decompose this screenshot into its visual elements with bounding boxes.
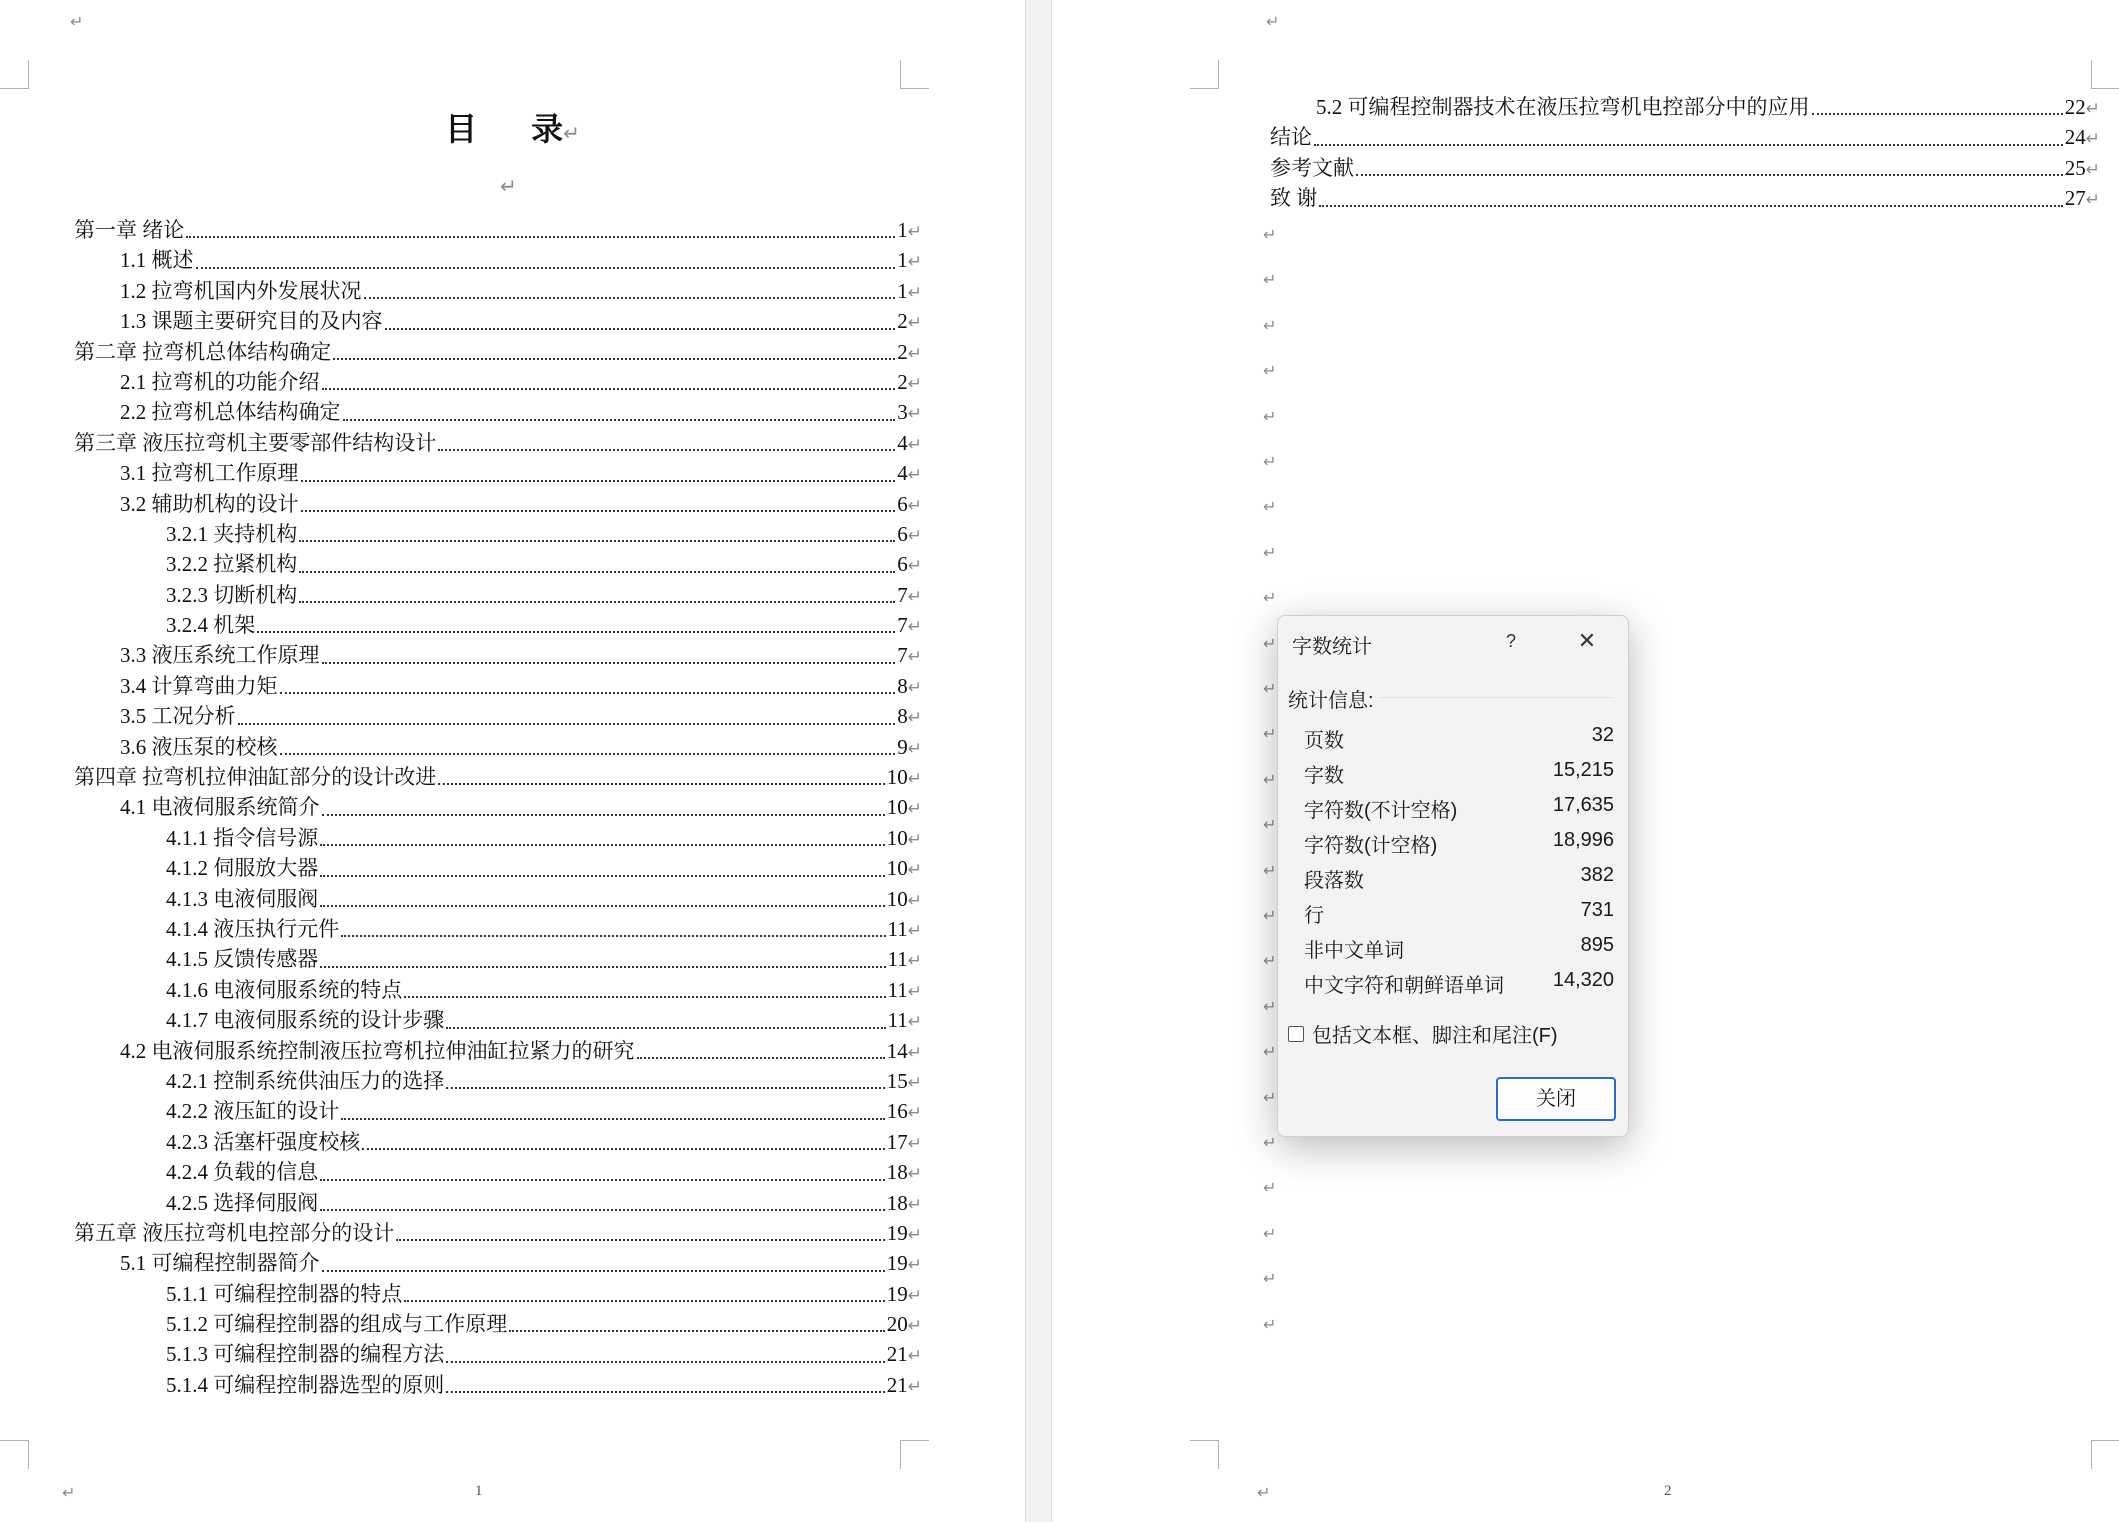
paragraph-mark: ↵ <box>1263 542 1277 562</box>
toc-dot-leader <box>1356 174 2063 176</box>
crop-mark <box>0 60 29 89</box>
toc-entry[interactable] <box>74 1218 922 1248</box>
toc-dot-leader <box>322 814 885 816</box>
toc-dot-leader <box>299 540 895 542</box>
toc-entry-title: 4.2 电液伺服系统控制液压拉弯机拉伸油缸拉紧力的研究 <box>120 1038 635 1063</box>
toc-entry[interactable] <box>74 853 922 883</box>
statistic-value: 14,320 <box>1552 969 1614 991</box>
toc-entry-title: 第四章 拉弯机拉伸油缸部分的设计改进 <box>74 765 437 790</box>
toc-entry-page: 27 <box>2064 186 2086 211</box>
toc-entry[interactable] <box>74 823 922 853</box>
toc-entry-page: 18 <box>886 1190 908 1215</box>
statistic-label: 页数 <box>1304 730 1344 752</box>
toc-entry[interactable] <box>74 215 922 245</box>
paragraph-mark: ↵ <box>2085 129 2100 150</box>
toc-entry-page: 19 <box>886 1251 908 1276</box>
paragraph-mark: ↵ <box>500 174 517 198</box>
paragraph-mark: ↵ <box>907 1285 922 1306</box>
toc-entry[interactable] <box>74 337 922 367</box>
statistic-label: 行 <box>1304 905 1324 927</box>
toc-dot-leader <box>320 844 885 846</box>
toc-entry-page: 10 <box>886 825 908 850</box>
paragraph-mark: ↵ <box>907 951 922 972</box>
toc-dot-leader <box>385 328 896 330</box>
toc-entry-title: 4.2.2 液压缸的设计 <box>166 1099 340 1124</box>
toc-entry-page: 4 <box>897 461 908 486</box>
toc-entry[interactable] <box>74 1339 922 1369</box>
toc-dot-leader <box>509 1330 885 1332</box>
statistic-row <box>1304 829 1614 863</box>
paragraph-mark: ↵ <box>2085 159 2100 180</box>
paragraph-mark: ↵ <box>1263 1133 1277 1152</box>
paragraph-mark: ↵ <box>907 860 922 881</box>
paragraph-mark: ↵ <box>1263 996 1277 1016</box>
paragraph-mark: ↵ <box>1263 361 1277 381</box>
statistic-value: 17,635 <box>1552 794 1614 816</box>
toc-entry-title: 第一章 绪论 <box>74 218 185 242</box>
paragraph-mark: ↵ <box>1263 406 1277 426</box>
toc-entry-title: 5.1.4 可编程控制器选型的原则 <box>166 1372 445 1397</box>
toc-entry[interactable] <box>74 458 922 488</box>
paragraph-mark: ↵ <box>907 890 922 911</box>
toc-entry-title: 1.3 课题主要研究目的及内容 <box>120 309 383 334</box>
toc-entry-page: 11 <box>887 1008 908 1033</box>
paragraph-mark: ↵ <box>907 829 922 850</box>
document-page-1 <box>0 0 1025 1522</box>
toc-dot-leader <box>438 783 885 785</box>
toc-entry-page: 18 <box>886 1160 908 1185</box>
toc-entry-page: 6 <box>897 491 908 516</box>
toc-entry[interactable] <box>74 1005 922 1035</box>
paragraph-mark: ↵ <box>907 1376 922 1397</box>
toc-dot-leader <box>322 1270 885 1272</box>
toc-entry[interactable] <box>74 276 922 306</box>
toc-dot-leader <box>364 297 896 299</box>
toc-entry-page: 2 <box>897 309 908 334</box>
paragraph-mark: ↵ <box>907 708 922 729</box>
toc-entry-title: 4.2.4 负载的信息 <box>166 1160 319 1185</box>
toc-entry-title: 1.2 拉弯机国内外发展状况 <box>120 278 362 303</box>
toc-entry-page: 2 <box>897 339 908 364</box>
toc-entry-title: 2.2 拉弯机总体结构确定 <box>120 400 341 425</box>
paragraph-mark: ↵ <box>907 313 922 334</box>
toc-entry[interactable] <box>1270 92 2100 122</box>
toc-entry[interactable] <box>74 1157 922 1187</box>
toc-entry[interactable] <box>74 884 922 914</box>
toc-entry-title: 4.1.6 电液伺服系统的特点 <box>166 977 403 1002</box>
toc-entry[interactable] <box>74 519 922 549</box>
toc-entry-title: 4.1 电液伺服系统简介 <box>120 795 320 820</box>
paragraph-mark: ↵ <box>907 525 922 546</box>
toc-dot-leader <box>320 905 885 907</box>
toc-entry[interactable] <box>74 306 922 336</box>
paragraph-mark: ↵ <box>907 404 922 425</box>
toc-entry[interactable] <box>74 1248 922 1278</box>
toc-dot-leader <box>1314 144 2063 146</box>
toc-entry-page: 16 <box>886 1099 908 1124</box>
toc-dot-leader <box>362 1148 885 1150</box>
paragraph-mark: ↵ <box>62 1483 76 1502</box>
statistic-label: 字数 <box>1304 765 1344 787</box>
close-icon[interactable]: ✕ <box>1577 628 1597 653</box>
toc-entry[interactable] <box>1270 122 2100 152</box>
toc-entry-page: 25 <box>2064 155 2086 180</box>
toc-entry[interactable] <box>74 1370 922 1400</box>
toc-entry-title: 4.1.7 电液伺服系统的设计步骤 <box>166 1008 445 1033</box>
toc-entry[interactable] <box>74 792 922 822</box>
toc-dot-leader <box>637 1057 885 1059</box>
toc-dot-leader <box>446 1087 885 1089</box>
paragraph-mark: ↵ <box>907 1224 922 1245</box>
toc-dot-leader <box>438 449 895 451</box>
toc-dot-leader <box>446 1391 885 1393</box>
paragraph-mark: ↵ <box>907 1042 922 1063</box>
statistic-label: 字符数(不计空格) <box>1304 800 1458 822</box>
include-textboxes-label: 包括文本框、脚注和尾注(F) <box>1312 1025 1558 1047</box>
toc-title-right: 录 <box>531 110 564 148</box>
statistic-value: 18,996 <box>1552 829 1614 851</box>
paragraph-mark: ↵ <box>907 738 922 759</box>
paragraph-mark: ↵ <box>1263 906 1277 925</box>
toc-entry-page: 10 <box>886 886 908 911</box>
toc-entry-page: 7 <box>897 643 908 668</box>
toc-entry-title: 2.1 拉弯机的功能介绍 <box>120 369 320 394</box>
toc-title <box>0 104 1025 150</box>
statistic-value: 731 <box>1580 899 1614 921</box>
paragraph-mark: ↵ <box>1263 1269 1277 1289</box>
toc-dot-leader <box>404 996 885 998</box>
toc-entry-title: 3.1 拉弯机工作原理 <box>120 461 299 486</box>
toc-entry-title: 结论 <box>1270 125 1312 150</box>
crop-mark <box>0 1440 29 1469</box>
paragraph-mark: ↵ <box>907 1316 922 1337</box>
paragraph-mark: ↵ <box>907 647 922 668</box>
paragraph-mark: ↵ <box>907 343 922 364</box>
paragraph-mark: ↵ <box>1263 769 1277 789</box>
toc-entry-page: 20 <box>886 1312 908 1337</box>
toc-entry-title: 3.2.1 夹持机构 <box>166 521 298 546</box>
statistic-label: 中文字符和朝鲜语单词 <box>1304 975 1504 997</box>
statistic-row <box>1304 934 1614 968</box>
toc-entry[interactable] <box>74 975 922 1005</box>
toc-entry[interactable] <box>74 944 922 974</box>
toc-entry[interactable] <box>74 701 922 731</box>
toc-entry[interactable] <box>74 245 922 275</box>
toc-entry[interactable] <box>1270 183 2100 213</box>
statistic-label: 非中文单词 <box>1304 940 1404 962</box>
toc-entry-page: 8 <box>897 704 908 729</box>
toc-dot-leader <box>299 601 895 603</box>
toc-entry-title: 4.1.5 反馈传感器 <box>166 947 319 972</box>
toc-entry-title: 3.2.3 切断机构 <box>166 582 298 607</box>
paragraph-mark: ↵ <box>1263 315 1277 335</box>
paragraph-mark: ↵ <box>907 252 922 273</box>
statistic-value: 382 <box>1580 864 1614 886</box>
toc-entry[interactable] <box>74 397 922 427</box>
paragraph-mark: ↵ <box>907 920 922 941</box>
toc-entry-page: 21 <box>886 1372 908 1397</box>
paragraph-mark: ↵ <box>1263 951 1277 971</box>
statistic-row <box>1304 759 1614 793</box>
toc-dot-leader <box>238 723 896 725</box>
toc-entry-title: 4.2.5 选择伺服阀 <box>166 1190 319 1215</box>
toc-entry[interactable] <box>74 1188 922 1218</box>
crop-mark <box>2091 1440 2119 1469</box>
toc-dot-leader <box>404 1300 885 1302</box>
paragraph-mark: ↵ <box>907 1346 922 1367</box>
toc-entry-page: 1 <box>897 248 908 273</box>
toc-entry[interactable] <box>74 1066 922 1096</box>
paragraph-mark: ↵ <box>907 373 922 394</box>
toc-dot-leader <box>1319 205 2063 207</box>
toc-entry-title: 4.2.1 控制系统供油压力的选择 <box>166 1068 445 1093</box>
toc-dot-leader <box>341 1118 885 1120</box>
toc-entry-title: 3.3 液压系统工作原理 <box>120 643 320 668</box>
toc-entry[interactable] <box>74 489 922 519</box>
paragraph-mark: ↵ <box>1257 1483 1271 1502</box>
paragraph-mark: ↵ <box>2085 190 2100 211</box>
word-count-dialog <box>1277 615 1629 1137</box>
toc-entry-page: 7 <box>897 613 908 638</box>
toc-entry[interactable] <box>1270 153 2100 183</box>
toc-entry-page: 22 <box>2064 95 2086 119</box>
toc-dot-leader <box>301 510 896 512</box>
toc-entry[interactable] <box>74 671 922 701</box>
toc-entry-title: 3.4 计算弯曲力矩 <box>120 673 278 698</box>
paragraph-mark: ↵ <box>907 1012 922 1033</box>
statistic-row <box>1304 899 1614 933</box>
toc-dot-leader <box>301 480 896 482</box>
paragraph-mark: ↵ <box>1263 860 1277 880</box>
paragraph-mark: ↵ <box>907 556 922 577</box>
paragraph-mark: ↵ <box>1263 588 1277 608</box>
crop-mark <box>1190 1440 1219 1469</box>
toc-entry-page: 21 <box>886 1342 908 1367</box>
toc-dot-leader <box>320 966 885 968</box>
toc-entry[interactable] <box>74 762 922 792</box>
toc-dot-leader <box>1812 113 2063 115</box>
toc-dot-leader <box>333 358 895 360</box>
toc-entry-title: 5.2 可编程控制器技术在液压拉弯机电控部分中的应用 <box>1316 95 1810 119</box>
toc-dot-leader <box>446 1027 885 1029</box>
toc-entry-page: 1 <box>897 278 908 303</box>
toc-entry-page: 6 <box>897 552 908 577</box>
toc-entry[interactable] <box>74 549 922 579</box>
toc-dot-leader <box>257 631 895 633</box>
toc-entry-page: 9 <box>897 734 908 759</box>
paragraph-mark: ↵ <box>907 465 922 486</box>
include-textboxes-option[interactable] <box>1288 1019 1558 1048</box>
help-icon[interactable]: ? <box>1505 631 1516 651</box>
toc-entry-page: 19 <box>886 1220 908 1245</box>
crop-mark <box>900 1440 929 1469</box>
page-gutter <box>1025 0 1052 1522</box>
toc-title-left: 目 <box>445 110 478 148</box>
toc-dot-leader <box>186 236 895 238</box>
toc-dot-leader <box>446 1361 885 1363</box>
toc-dot-leader <box>299 571 895 573</box>
toc-dot-leader <box>320 1209 885 1211</box>
toc-entry-page: 24 <box>2064 125 2086 150</box>
statistic-value: 895 <box>1580 934 1614 956</box>
divider <box>1378 697 1614 698</box>
toc-entry-title: 第二章 拉弯机总体结构确定 <box>74 339 332 364</box>
toc-entry-title: 4.1.4 液压执行元件 <box>166 916 340 941</box>
paragraph-mark: ↵ <box>907 617 922 638</box>
toc-entry-page: 11 <box>887 947 908 972</box>
toc-entry[interactable] <box>74 640 922 670</box>
toc-entry[interactable] <box>74 367 922 397</box>
toc-entry-title: 参考文献 <box>1270 155 1354 180</box>
paragraph-mark: ↵ <box>1263 633 1277 653</box>
toc-entry-title: 3.6 液压泵的校核 <box>120 734 278 759</box>
toc-entry-page: 14 <box>886 1038 908 1063</box>
crop-mark <box>900 60 929 89</box>
statistics-label: 统计信息: <box>1288 690 1374 712</box>
toc-entry[interactable] <box>74 1096 922 1126</box>
toc-entry-page: 8 <box>897 673 908 698</box>
paragraph-mark: ↵ <box>1263 270 1277 290</box>
toc-entry-title: 第五章 液压拉弯机电控部分的设计 <box>74 1220 395 1245</box>
toc-entry[interactable] <box>74 1127 922 1157</box>
toc-dot-leader <box>196 267 896 269</box>
paragraph-mark: ↵ <box>1263 1087 1277 1107</box>
toc-dot-leader <box>322 662 896 664</box>
toc-entry-page: 6 <box>897 521 908 546</box>
paragraph-mark: ↵ <box>907 495 922 516</box>
toc-entry-title: 3.2.4 机架 <box>166 613 256 638</box>
paragraph-mark: ↵ <box>563 121 580 145</box>
toc-entry-page: 10 <box>886 856 908 881</box>
paragraph-mark: ↵ <box>907 434 922 455</box>
toc-entry-title: 致 谢 <box>1270 186 1318 211</box>
toc-entry[interactable] <box>74 428 922 458</box>
toc-entry[interactable] <box>74 1036 922 1066</box>
paragraph-mark: ↵ <box>907 1255 922 1276</box>
paragraph-mark: ↵ <box>1263 1314 1277 1334</box>
toc-entry-title: 5.1.1 可编程控制器的特点 <box>166 1281 403 1306</box>
paragraph-mark: ↵ <box>907 799 922 820</box>
paragraph-mark: ↵ <box>1263 815 1277 835</box>
paragraph-mark: ↵ <box>907 586 922 607</box>
toc-entry[interactable] <box>74 1309 922 1339</box>
toc-dot-leader <box>343 419 896 421</box>
table-of-contents-continued <box>1270 92 2100 214</box>
crop-mark <box>1190 60 1219 89</box>
toc-entry-title: 3.2.2 拉紧机构 <box>166 552 298 577</box>
toc-dot-leader <box>320 1179 885 1181</box>
paragraph-mark: ↵ <box>907 1164 922 1185</box>
paragraph-mark: ↵ <box>907 769 922 790</box>
paragraph-mark: ↵ <box>907 282 922 303</box>
paragraph-mark: ↵ <box>907 1133 922 1154</box>
toc-entry[interactable] <box>74 1279 922 1309</box>
statistic-row <box>1304 969 1614 1003</box>
toc-entry-title: 5.1.2 可编程控制器的组成与工作原理 <box>166 1312 508 1337</box>
toc-dot-leader <box>396 1239 885 1241</box>
statistic-row <box>1304 864 1614 898</box>
toc-dot-leader <box>280 692 896 694</box>
paragraph-mark: ↵ <box>1266 12 1280 31</box>
toc-entry-page: 10 <box>886 765 908 790</box>
toc-entry[interactable] <box>74 580 922 610</box>
paragraph-mark: ↵ <box>1263 1042 1277 1062</box>
dialog-title: 字数统计 <box>1292 636 1372 658</box>
toc-entry-page: 10 <box>886 795 908 820</box>
paragraph-mark: ↵ <box>907 677 922 698</box>
toc-entry-title: 1.1 概述 <box>120 248 194 273</box>
statistic-row <box>1304 794 1614 828</box>
statistic-label: 字符数(计空格) <box>1304 835 1438 857</box>
statistic-value: 15,215 <box>1552 759 1614 781</box>
paragraph-mark: ↵ <box>1263 724 1277 744</box>
paragraph-mark: ↵ <box>907 222 922 242</box>
toc-entry-title: 4.2.3 活塞杆强度校核 <box>166 1129 361 1154</box>
toc-entry-page: 2 <box>897 369 908 394</box>
paragraph-mark: ↵ <box>1263 1178 1277 1198</box>
toc-dot-leader <box>280 753 896 755</box>
table-of-contents <box>74 215 922 1400</box>
paragraph-mark: ↵ <box>1263 679 1277 698</box>
paragraph-mark: ↵ <box>907 1194 922 1215</box>
paragraph-mark: ↵ <box>907 1103 922 1124</box>
toc-entry-page: 11 <box>887 916 908 941</box>
paragraph-mark: ↵ <box>1263 1223 1277 1243</box>
include-textboxes-checkbox[interactable] <box>1288 1026 1304 1042</box>
toc-entry-title: 4.1.2 伺服放大器 <box>166 856 319 881</box>
crop-mark <box>2091 60 2119 89</box>
toc-entry-page: 17 <box>886 1129 908 1154</box>
page-number: 1 <box>475 1483 483 1499</box>
paragraph-mark: ↵ <box>1263 497 1277 517</box>
paragraph-mark: ↵ <box>1263 225 1277 244</box>
toc-entry-page: 3 <box>897 400 908 425</box>
toc-entry-title: 5.1.3 可编程控制器的编程方法 <box>166 1342 445 1367</box>
toc-entry-page: 19 <box>886 1281 908 1306</box>
paragraph-mark: ↵ <box>2085 99 2100 119</box>
toc-dot-leader <box>320 875 885 877</box>
toc-entry-title: 第三章 液压拉弯机主要零部件结构设计 <box>74 430 437 455</box>
toc-entry[interactable] <box>74 914 922 944</box>
page-number: 2 <box>1664 1483 1672 1499</box>
paragraph-mark: ↵ <box>1263 452 1277 471</box>
toc-entry-title: 3.5 工况分析 <box>120 704 236 729</box>
toc-entry-page: 4 <box>897 430 908 455</box>
paragraph-mark: ↵ <box>70 12 84 31</box>
statistic-label: 段落数 <box>1304 870 1364 892</box>
toc-entry-title: 4.1.3 电液伺服阀 <box>166 886 319 911</box>
paragraph-mark: ↵ <box>907 981 922 1002</box>
toc-dot-leader <box>322 388 896 390</box>
toc-entry-title: 5.1 可编程控制器简介 <box>120 1251 320 1276</box>
toc-entry-page: 1 <box>897 218 908 242</box>
toc-dot-leader <box>341 935 885 937</box>
statistic-value: 32 <box>1591 724 1614 746</box>
toc-entry-page: 11 <box>887 977 908 1002</box>
toc-entry-page: 15 <box>886 1068 908 1093</box>
toc-entry-title: 3.2 辅助机构的设计 <box>120 491 299 516</box>
toc-entry[interactable] <box>74 732 922 762</box>
toc-entry[interactable] <box>74 610 922 640</box>
close-button[interactable]: 关闭 <box>1496 1077 1616 1121</box>
toc-entry-title: 4.1.1 指令信号源 <box>166 825 319 850</box>
statistic-row <box>1304 724 1614 758</box>
paragraph-mark: ↵ <box>907 1072 922 1093</box>
toc-entry-page: 7 <box>897 582 908 607</box>
